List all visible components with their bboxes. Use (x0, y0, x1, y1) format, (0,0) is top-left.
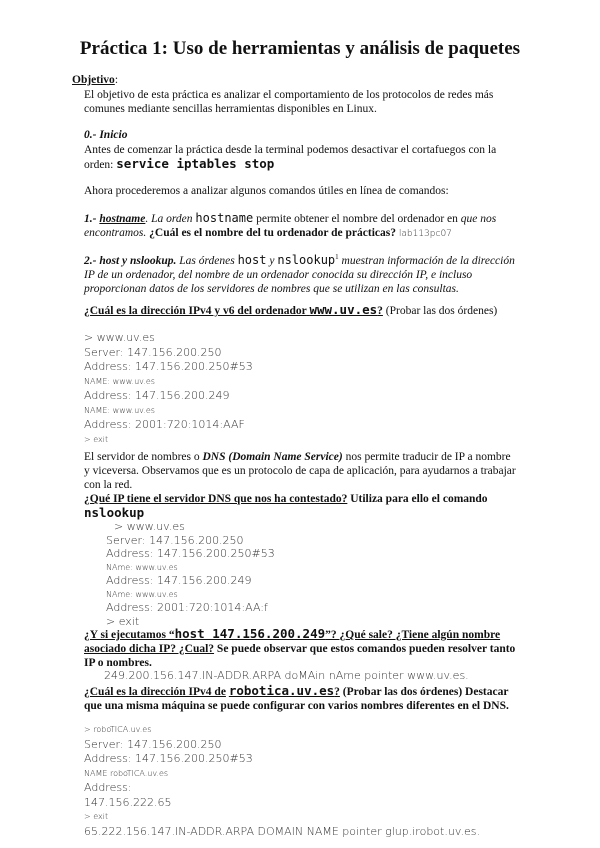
inicio-heading (84, 128, 518, 142)
handwritten-line: > www.uv.es (84, 331, 155, 344)
handwritten-line: NAme: www.uv.es (106, 589, 178, 599)
host-text-c: muestran información de la dirección IP de un ordenador, del nombre de un ordenador conocida su dirección IP, e incluso proporcionan datos de los servidores de nombres que se utilizan en las consultas. (84, 254, 515, 295)
hostname-answer: lab113pc07 (398, 229, 452, 239)
q3-text-a: ¿Y si ejecutamos “ (84, 629, 175, 641)
dns-paragraph (84, 450, 518, 492)
handwritten-line: Address: 2001:720:1014:AAF (84, 418, 245, 431)
handwritten-line: Address: 147.156.200.250#53 (84, 752, 253, 765)
q3-answer: 249.200.156.147.IN-ADDR.ARPA doMAin nAme pointer www.uv.es. (104, 669, 469, 682)
q1-end: ? (377, 305, 383, 317)
hostname-cmd: hostname (195, 211, 254, 225)
dns-text-b: nos permite traducir de IP a nombre y viceversa. Observamos que es un protocolo de capa de aplicación, para ayudarnos a trabajar con la red. (84, 451, 516, 491)
hostname-label: hostname (99, 213, 146, 225)
q4-text-c: (Probar las dos órdenes) Destacar que una misma máquina se puede configurar con varios nombres diferentes en el DNS. (84, 686, 509, 712)
handwritten-line: > www.uv.es (114, 520, 185, 533)
q4-text-b: ? (334, 686, 340, 698)
footnote-mark: 1 (335, 253, 339, 261)
objetivo-text: El objetivo de esta práctica es analizar el comportamiento de los protocolos de redes más comunes mediante sencillas herramientas disponibles en Linux. (84, 89, 494, 115)
handwritten-line: > roboTICA.uv.es (84, 725, 152, 734)
q1-host: www.uv.es (309, 302, 378, 317)
handwritten-line: Address: 147.156.200.249 (84, 389, 230, 402)
objetivo-label: Objetivo (72, 74, 115, 86)
handwritten-line: > exit (106, 614, 140, 628)
question-4 (84, 684, 518, 713)
hostname-text-b: permite obtener el nombre del ordenador en (256, 213, 458, 225)
handwritten-line: 147.156.222.65 (84, 795, 172, 809)
host-text-a: Las órdenes (179, 254, 235, 267)
host-section (84, 250, 518, 296)
handwritten-line: NAME roboTICA.uv.es (84, 768, 169, 778)
q4-text-a: ¿Cuál es la dirección IPv4 de (84, 686, 226, 698)
hostname-text-a: . La orden (145, 213, 193, 225)
q3-text-c: Se puede observar que estos comandos pueden resolver tanto IP o nombres. (84, 643, 516, 669)
q2-text-b: Utiliza para ello el comando (350, 493, 488, 505)
handwritten-line: Server: 147.156.200.250 (84, 345, 222, 359)
dns-term: DNS (Domain Name Service) (202, 451, 343, 463)
handwritten-line: NAME: www.uv.es (84, 376, 155, 386)
handwritten-line: Address: 147.156.200.250#53 (106, 547, 275, 560)
iptables-command: service iptables stop (116, 156, 275, 171)
handwritten-line: Server: 147.156.200.250 (106, 533, 244, 547)
nslookup-cmd: nslookup (277, 252, 336, 267)
q3-text-b: ”? ¿Qué sale? ¿Tiene algún nombre asociado dicha IP? ¿Cual? (84, 629, 501, 655)
handwritten-line: Address: 2001:720:1014:AA:f (106, 601, 268, 614)
handwritten-line: Address: 147.156.200.250#53 (84, 360, 253, 373)
handwritten-line: 65.222.156.147.IN-ADDR.ARPA DOMAIN NAME pointer glup.irobot.uv.es. (84, 824, 480, 838)
objetivo-heading: Objetivo: (72, 74, 119, 86)
handwritten-line: > exit (84, 812, 109, 821)
q2-text: ¿Qué IP tiene el servidor DNS que nos ha contestado? (84, 493, 348, 505)
intro-commands: Ahora procederemos a analizar algunos comandos útiles en línea de comandos: (84, 185, 449, 197)
inicio-body: Antes de comenzar la práctica desde la terminal podemos desactivar el cortafuegos con la orden: (84, 144, 497, 171)
handwritten-line: Address: 147.156.200.249 (106, 574, 252, 587)
host-text-b: y (269, 254, 275, 267)
q1-text: ¿Cuál es la dirección IPv4 y v6 del ordenador (84, 305, 307, 317)
hostname-text-c: que nos encontramos. (84, 213, 497, 239)
dns-text-a: El servidor de nombres o (84, 451, 200, 463)
handwritten-line: NAME: www.uv.es (84, 405, 155, 415)
hostname-num: 1.- (84, 213, 97, 225)
host-cmd: host (237, 252, 267, 267)
q1-hint: (Probar las dos órdenes) (385, 305, 498, 317)
inicio-heading-text: 0.- Inicio (84, 129, 128, 141)
host-heading: 2.- host y nslookup. (84, 254, 177, 267)
handwritten-line: Server: 147.156.200.250 (84, 737, 222, 751)
question-2 (84, 492, 518, 521)
question-3 (84, 627, 518, 670)
q2-cmd: nslookup (84, 505, 145, 520)
q3-cmd: host 147.156.200.249 (174, 626, 326, 641)
page-title: Práctica 1: Uso de herramientas y análisis de paquetes (79, 38, 521, 59)
hostname-question: ¿Cuál es el nombre del tu ordenador de prácticas? (149, 227, 396, 239)
q4-host: robotica.uv.es (228, 683, 335, 698)
handwritten-line: > exit (84, 434, 109, 444)
hostname-section (84, 211, 518, 240)
handwritten-line: NAme: www.uv.es (106, 562, 178, 572)
inicio-text (84, 143, 518, 172)
handwritten-line: Address: (84, 781, 132, 794)
question-1 (84, 303, 534, 318)
